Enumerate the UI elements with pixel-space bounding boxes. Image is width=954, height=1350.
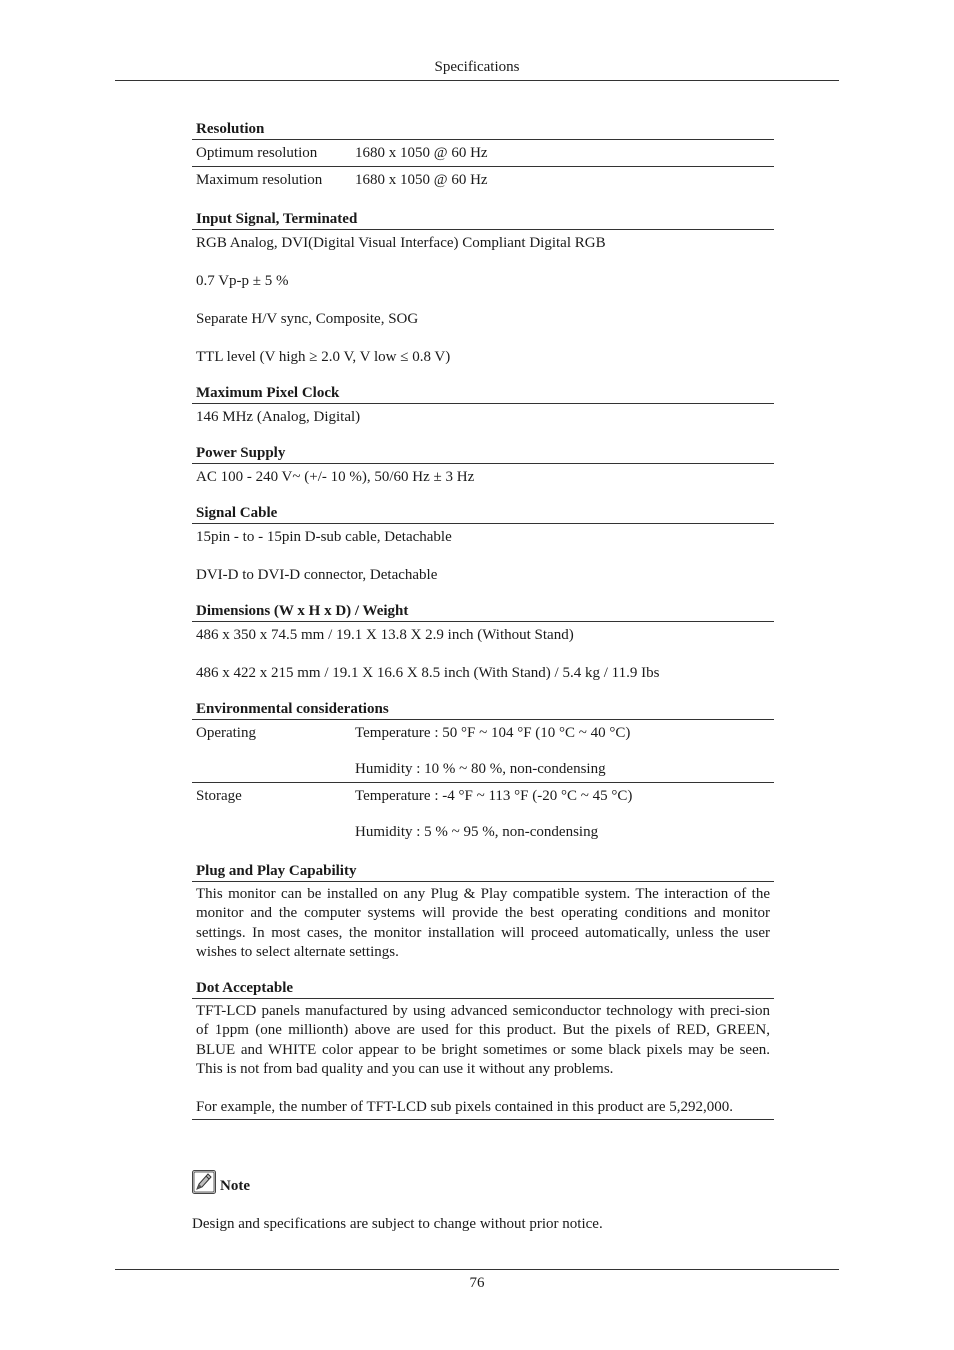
page-number: 76 — [469, 1275, 485, 1291]
resolution-table — [192, 140, 774, 193]
section-signal-cable — [192, 500, 774, 585]
row-value: 1680 x 1050 @ 60 Hz — [355, 145, 488, 161]
row-label: Optimum resolution — [196, 145, 318, 161]
note-pencil-icon — [192, 1170, 216, 1194]
footer-rule — [115, 1269, 839, 1270]
temperature-value: Temperature : 50 °F ~ 104 °F (10 °C ~ 40 °C) — [355, 725, 631, 741]
row-label: Storage — [192, 783, 351, 846]
section-title: Resolution — [192, 116, 774, 140]
header-rule — [115, 80, 839, 81]
dot-acceptable-paragraph: TFT-LCD panels manufactured by using advanced semiconductor technology with preci-sion of 1ppm (one millionth) above are used for this product. But the pixels of RED, GREEN, BLUE and WHITE color appear to be bright sometimes or some black pixels may be seen. This is not from bad quality and you can use it without any problems. — [196, 1003, 770, 1078]
section-title: Power Supply — [192, 440, 774, 464]
section-title: Environmental considerations — [192, 696, 774, 720]
section-environment — [192, 696, 774, 845]
plug-and-play-text: This monitor can be installed on any Plug & Play compatible system. The interaction of the monitor and the computer systems will provide the best operating conditions and monitor settings. In most cases, the monitor installation will proceed automatically, unless the user wishes to select alternate settings. — [196, 886, 770, 960]
humidity-value: Humidity : 5 % ~ 95 %, non-condensing — [355, 824, 599, 840]
spec-line: TTL level (V high ≥ 2.0 V, V low ≤ 0.8 V) — [196, 349, 451, 365]
table-row — [192, 167, 774, 194]
table-row — [192, 720, 774, 783]
spec-line: 486 x 350 x 74.5 mm / 19.1 X 13.8 X 2.9 inch (Without Stand) — [196, 627, 574, 643]
spec-content — [192, 116, 774, 1120]
humidity-value: Humidity : 10 % ~ 80 %, non-condensing — [355, 761, 606, 777]
section-title: Dimensions (W x H x D) / Weight — [192, 598, 774, 622]
table-row — [192, 140, 774, 167]
section-dot-acceptable — [192, 975, 774, 1120]
spec-line: 0.7 Vp-p ± 5 % — [196, 273, 289, 289]
spec-line: RGB Analog, DVI(Digital Visual Interface) Compliant Digital RGB — [196, 235, 606, 251]
spec-line: 146 MHz (Analog, Digital) — [196, 409, 361, 425]
row-value — [351, 720, 774, 783]
spec-line: 486 x 422 x 215 mm / 19.1 X 16.6 X 8.5 inch (With Stand) / 5.4 kg / 11.9 Ibs — [196, 665, 660, 681]
section-power-supply — [192, 440, 774, 487]
environment-table — [192, 720, 774, 845]
section-title: Plug and Play Capability — [192, 858, 774, 882]
spec-line: Separate H/V sync, Composite, SOG — [196, 311, 419, 327]
dot-acceptable-paragraph: For example, the number of TFT-LCD sub pixels contained in this product are 5,292,000. — [196, 1099, 733, 1116]
running-title: Specifications — [434, 59, 520, 75]
section-title: Signal Cable — [192, 500, 774, 524]
row-value — [351, 783, 774, 846]
section-title: Dot Acceptable — [192, 975, 774, 999]
section-title: Maximum Pixel Clock — [192, 380, 774, 404]
section-dimensions — [192, 598, 774, 683]
section-plug-and-play — [192, 858, 774, 962]
section-title: Input Signal, Terminated — [192, 206, 774, 230]
temperature-value: Temperature : -4 °F ~ 113 °F (-20 °C ~ 45 °C) — [355, 788, 633, 804]
section-pixel-clock — [192, 380, 774, 427]
note-heading — [192, 1170, 250, 1194]
row-value: 1680 x 1050 @ 60 Hz — [351, 167, 774, 194]
row-label: Operating — [196, 725, 256, 741]
table-row — [192, 783, 774, 846]
section-input-signal — [192, 206, 774, 367]
section-resolution — [192, 116, 774, 193]
spec-line: AC 100 - 240 V~ (+/- 10 %), 50/60 Hz ± 3 Hz — [196, 469, 475, 485]
note-label: Note — [220, 1178, 250, 1194]
spec-line: 15pin - to - 15pin D-sub cable, Detachable — [196, 529, 452, 545]
spec-line: DVI-D to DVI-D connector, Detachable — [196, 567, 438, 583]
row-label: Maximum resolution — [192, 167, 351, 194]
note-text: Design and specifications are subject to change without prior notice. — [192, 1216, 603, 1232]
